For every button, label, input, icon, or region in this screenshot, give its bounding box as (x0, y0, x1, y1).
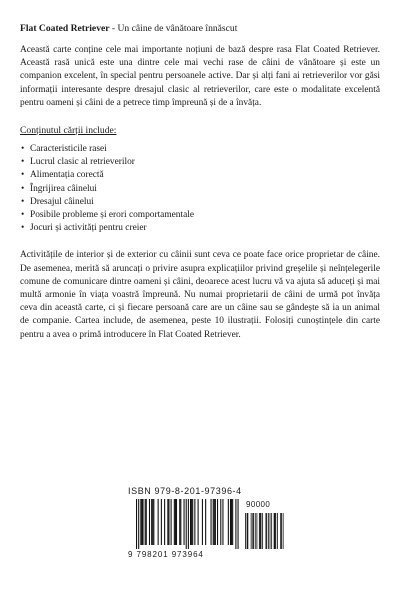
barcode-bar (275, 513, 276, 549)
barcode-bar (179, 499, 180, 545)
body-paragraph: Activitățile de interior și de exterior cu câinii sunt ceva ce poate face orice proprietar de câine. De asemenea, merită să aruncați o privire asupra explicațiilor privind greșelile și neînțelegerile comune de comunicare dintre oameni și câini, deoarece acest lucru vă va ajuta să aduceți și mai multă armonie în viața voastră împreună. Nu numai proprietarii de câini de urmă pot învăța ceva din această carte, ci și fiecare persoană care are un câine sau se gândește să ia un animal de companie. Cartea include, de asemenea, peste 10 ilustrații. Folosiți cunoștințele din carte pentru a avea o primă introducere în Flat Coated Retriever. (20, 250, 380, 340)
barcode-bar (213, 499, 214, 545)
bullet-icon: • (21, 223, 25, 234)
list-item: • Alimentația corectă (20, 169, 380, 182)
barcode-bar (245, 513, 246, 549)
barcode-bar (277, 513, 278, 549)
barcode-bar (217, 499, 218, 545)
barcode-bar (180, 499, 181, 545)
list-item: • Jocuri și activități pentru creier (20, 222, 380, 235)
barcode-bar (211, 499, 212, 545)
barcode-bar (175, 499, 176, 545)
bullet-icon: • (21, 196, 25, 207)
bullet-icon: • (21, 157, 25, 168)
barcode-bar (136, 499, 137, 549)
barcode-bar (188, 499, 189, 549)
barcode-bar (214, 499, 215, 545)
contents-list (20, 143, 380, 235)
barcode-bar (253, 513, 254, 549)
barcode-bar (252, 513, 253, 549)
barcode-bar (191, 499, 192, 545)
barcode-bar (205, 499, 206, 545)
barcode-bar (266, 513, 267, 549)
barcode-bar (142, 499, 143, 545)
barcode-bar (152, 499, 153, 545)
barcode-bar (235, 499, 236, 549)
barcode-bar (261, 513, 262, 549)
book-title-line (20, 22, 380, 35)
contents-heading: Conținutul cărții include: (20, 125, 117, 137)
barcode-bar (151, 499, 152, 545)
barcode-bar (158, 499, 159, 545)
barcode-bar (260, 513, 261, 549)
barcode-bar (271, 513, 272, 549)
barcode-bar (149, 499, 150, 545)
list-item: • Lucrul clasic al retrieverilor (20, 156, 380, 169)
barcode-bar (256, 513, 257, 549)
barcode-bar (184, 499, 185, 545)
price-code: 90000 (246, 500, 271, 509)
isbn-barcode-block (128, 486, 288, 572)
barcode-bar (140, 499, 141, 545)
barcode-bar (262, 513, 263, 549)
barcode-bar (145, 499, 146, 545)
barcode-bar (283, 513, 284, 549)
barcode-bar (146, 499, 147, 545)
isbn-text: ISBN 979-8-201-97396-4 (128, 486, 242, 496)
bullet-icon: • (21, 170, 25, 181)
barcode-bar (153, 499, 154, 545)
barcode-bar (202, 499, 203, 545)
barcode-bar (281, 513, 282, 549)
bullet-icon: • (21, 210, 25, 221)
barcode-bar (228, 499, 229, 545)
barcode-bar (268, 513, 269, 549)
back-cover-text (20, 22, 380, 342)
barcode-bar (168, 499, 169, 545)
barcode-bar (138, 499, 139, 549)
barcode-bar (161, 499, 162, 545)
barcode-bar (251, 513, 252, 549)
barcode-bar (186, 499, 187, 549)
barcode-bar (220, 499, 221, 545)
list-item: • Dresajul câinelui (20, 196, 380, 209)
bullet-icon: • (21, 144, 25, 155)
barcode-bar (266, 513, 267, 549)
barcode-bar (275, 513, 276, 549)
barcode-bar (222, 499, 223, 545)
barcode-bar (141, 499, 142, 545)
barcode-bar (174, 499, 175, 545)
barcode-bar (164, 499, 165, 545)
barcode-bar (247, 513, 248, 549)
barcode-bar (194, 499, 195, 545)
intro-paragraph: Această carte conține cele mai importante noțiuni de bază despre rasa Flat Coated Retriever. Această rasă unică este una dintre cele mai vechi rase de câini de vânătoare și este un companion excelent, în special pentru persoanele active. Dar și alți fani ai retrieverilor vor găsi informații interesante despre dresajul clasic al retrieverilor, care este o modalitate excelentă pentru oameni și câini de a petrece timp împreună și de a învăța. (20, 45, 380, 108)
barcode-bar (259, 513, 260, 549)
barcode-bar (198, 499, 199, 545)
barcode-bar (190, 499, 191, 545)
list-item: • Caracteristicile rasei (20, 143, 380, 156)
barcode-bar (274, 513, 275, 549)
barcode-bar (167, 499, 168, 545)
ean-digits: 9 798201 973964 (128, 550, 204, 559)
barcode-bar (280, 513, 281, 549)
barcode-bar (171, 499, 172, 545)
barcode-bar (270, 513, 271, 549)
barcode-bar (247, 513, 248, 549)
barcode-bar (215, 499, 216, 545)
barcode-bar (238, 499, 239, 549)
book-title: Flat Coated Retriever (20, 23, 110, 34)
list-item: • Îngrijirea câinelui (20, 183, 380, 196)
barcode-bar (230, 499, 231, 545)
list-item: • Posibile probleme și erori comportamentale (20, 209, 380, 222)
barcode-bar (232, 499, 233, 545)
book-subtitle: - Un câine de vânătoare înnăscut (109, 23, 238, 34)
bullet-icon: • (21, 183, 25, 194)
barcode-bar (231, 499, 232, 545)
barcode-bar (176, 499, 177, 545)
barcode-bar (192, 499, 193, 545)
barcode-bar (255, 513, 256, 549)
